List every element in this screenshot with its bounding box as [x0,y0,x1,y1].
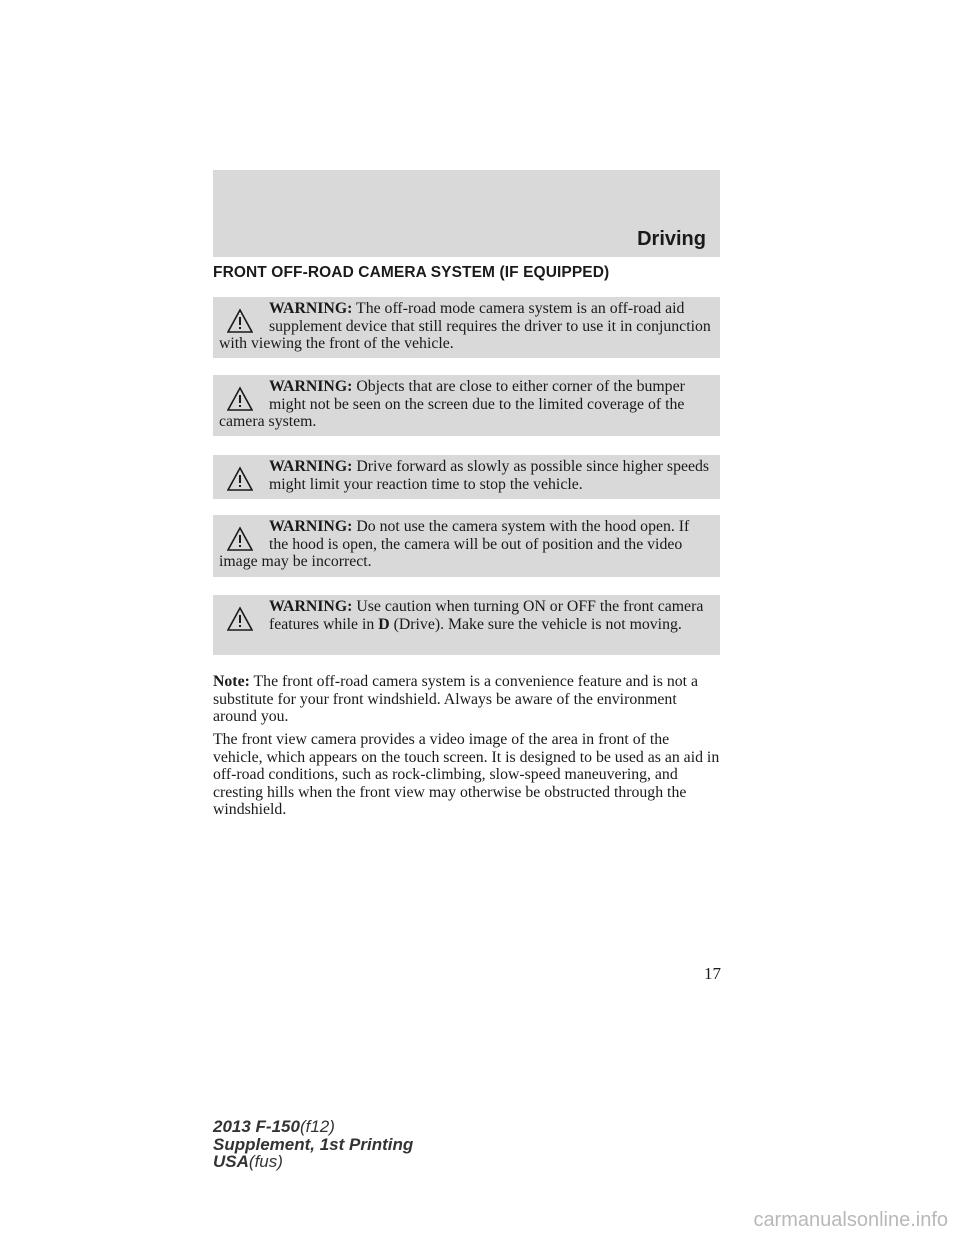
warning-text: Use caution when turning ON or OFF the front camera features while in [269,598,704,633]
warning-text: Do not use the camera system with the hood open. If the hood is open, the camera will be out of position and the video image may be incorrect. [219,518,690,570]
warning-label: WARNING: [269,518,353,535]
warning-triangle-icon [227,308,253,334]
warning-label: WARNING: [269,458,353,475]
page-number: 17 [704,964,721,983]
warning-label: WARNING: [269,300,353,317]
watermark: carmanualsonline.info [753,1209,948,1231]
body-paragraph: The front view camera provides a video image of the area in front of the vehicle, which appears on the touch screen. It is designed to be used as an aid in off-road conditions, such as rock-climbing, slow-speed maneuvering, and cresting hills when the front view may otherwise be obstructed through the windshield. [213,731,720,818]
footer-edition: Supplement, 1st Printing [213,1134,414,1154]
warning-box [213,297,720,358]
footer-market-code: (fus) [248,1152,283,1171]
footer-model: 2013 F-150 [213,1117,300,1136]
warning-box [213,515,720,577]
footer-market: USA [213,1152,249,1171]
section-title: Driving [637,228,706,250]
note-paragraph [213,673,720,726]
warning-text: Drive forward as slowly as possible since higher speeds might limit your reaction time to stop the vehicle. [269,458,710,493]
section-header-bar [213,170,720,257]
note-text: The front off-road camera system is a convenience feature and is not a substitute for your front windshield. Always be aware of the environment around you. [213,673,698,725]
warning-triangle-icon [227,606,253,632]
document-footer [213,1118,413,1171]
footer-model-code: (f12) [299,1117,335,1136]
warning-triangle-icon [227,526,253,552]
warning-label: WARNING: [269,598,353,615]
warning-text-continued: (Drive). Make sure the vehicle is not moving. [389,615,682,633]
warning-box [213,595,720,655]
page-heading: FRONT OFF-ROAD CAMERA SYSTEM (IF EQUIPPED) [213,264,610,281]
warning-triangle-icon [227,386,253,412]
note-label: Note: [213,673,250,690]
gear-indicator: D [378,615,390,633]
warning-label: WARNING: [269,378,353,395]
warning-box [213,375,720,436]
warning-text: The off-road mode camera system is an off-road aid supplement device that still requires the driver to use it in conjunction with viewing the front of the vehicle. [219,300,711,352]
warning-text: Objects that are close to either corner of the bumper might not be seen on the screen due to the limited coverage of the camera system. [219,378,685,430]
warning-triangle-icon [227,466,253,492]
warning-box [213,455,720,499]
